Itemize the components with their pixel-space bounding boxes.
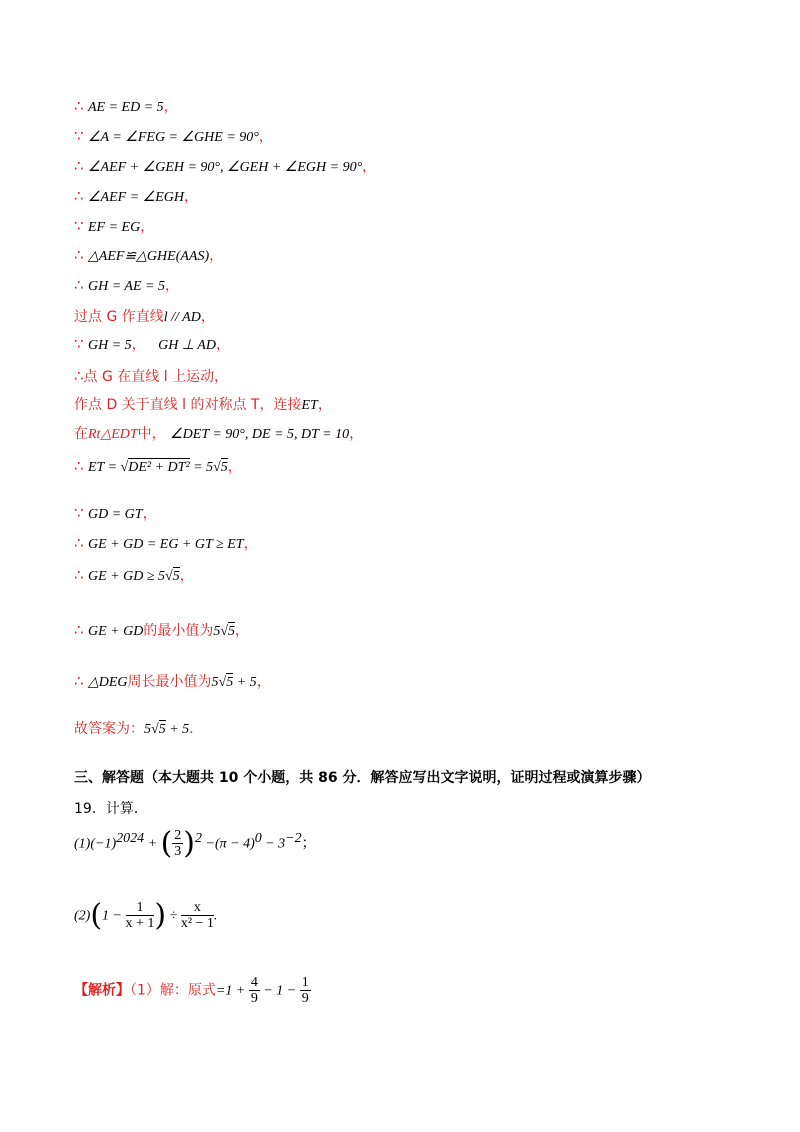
proof-line	[74, 186, 198, 206]
equation: 5	[211, 675, 219, 690]
numerator: 1	[126, 900, 155, 916]
equation: ET	[301, 398, 318, 413]
proof-line: ∴ ET = √DE² + DT² = 5√5，	[74, 457, 242, 475]
therefore-symbol: ∴	[74, 621, 84, 639]
proof-line	[74, 156, 376, 176]
punctuation: ，	[164, 278, 179, 294]
proof-line	[74, 275, 179, 295]
text: 周长最小值为	[127, 674, 212, 690]
punctuation: ，	[227, 459, 242, 475]
therefore-symbol: ∴	[74, 97, 84, 115]
numerator: x	[181, 900, 214, 916]
proof-line: ∴ △DEG周长最小值为5√5 + 5，	[74, 672, 271, 690]
text: （1）解：原式	[130, 982, 216, 999]
denominator: 9	[301, 991, 309, 1006]
exponent: −2	[285, 830, 302, 846]
equation: △DEG	[88, 675, 128, 690]
proof-line	[74, 245, 223, 265]
because-symbol: ∵	[74, 127, 84, 145]
equation: 5	[213, 624, 221, 639]
text: 点 G 在直线 l 上运动，	[83, 369, 229, 385]
text: 的最小值为	[143, 623, 214, 639]
numerator: 4	[250, 975, 258, 990]
denominator: 3	[174, 844, 182, 859]
equation: ÷	[166, 908, 181, 924]
equation: ∠A = ∠FEG = ∠GHE = 90°	[88, 130, 259, 145]
therefore-symbol: ∴	[74, 187, 84, 205]
punctuation: ，	[200, 309, 215, 325]
equation: Rt△EDT	[88, 427, 138, 442]
equation: △AEF≌△GHE	[88, 249, 176, 264]
equation: AE = ED = 5	[88, 100, 164, 115]
therefore-symbol: ∴	[74, 457, 84, 475]
therefore-symbol: ∴	[74, 276, 84, 294]
punctuation: ，	[183, 189, 198, 205]
punctuation: .	[213, 908, 218, 924]
problem-part-2: (2)(1 − $\frac{1}{x + 1}$ ) ÷ $\frac{x}{\text{x² − 1}}$ .	[74, 898, 218, 933]
therefore-symbol: ∴	[74, 246, 84, 264]
punctuation: ，	[235, 623, 250, 639]
proof-line	[74, 96, 178, 116]
punctuation: ，	[140, 219, 155, 235]
therefore-symbol: ∴	[74, 672, 84, 690]
equation: GD = GT	[88, 507, 143, 522]
punctuation: ，	[215, 337, 230, 353]
equation: +	[144, 836, 161, 852]
equation: GH = 5	[88, 338, 132, 353]
proof-line	[74, 334, 230, 354]
equation: (−1)	[90, 836, 117, 852]
part-label: (1)	[74, 836, 91, 852]
equation: ET =	[88, 460, 121, 475]
therefore-symbol: ∴	[74, 566, 84, 584]
punctuation: ，	[209, 248, 224, 264]
equation: ∠AEF = ∠EGH	[88, 190, 184, 205]
proof-line: ∴ GE + GD的最小值为5√5，	[74, 621, 250, 639]
proof-line	[74, 216, 154, 236]
punctuation: ，	[142, 506, 157, 522]
solution-line	[74, 975, 311, 1006]
problem-part-1: $(1)(-1)^{2024}$ + ( $\frac{2}{3}$ )$^2 -(\pi - 4)^0 - 3^{-2}$；	[74, 826, 316, 861]
because-symbol: ∵	[74, 217, 84, 235]
proof-line	[74, 126, 273, 146]
text: 中，	[137, 426, 166, 442]
punctuation: .	[189, 721, 194, 737]
punctuation: ；	[301, 835, 316, 852]
equation: GE + GD	[88, 624, 144, 639]
because-symbol: ∵	[74, 335, 84, 353]
radicand: DE² + DT²	[128, 460, 190, 475]
punctuation: ，	[131, 337, 146, 353]
equation: (AAS)	[175, 249, 210, 264]
exponent: 2024	[116, 830, 145, 846]
proof-line	[74, 306, 215, 326]
text: 作点 D 关于直线 l 的对称点 T，连接	[74, 397, 302, 413]
proof-line: ∴ GE + GD ≥ 5√5，	[74, 566, 194, 584]
text: 故答案为：	[74, 721, 144, 737]
numerator: 1	[301, 975, 309, 990]
equation: GH ⊥ AD	[158, 338, 216, 353]
equation: l // AD	[163, 310, 201, 325]
punctuation: ，	[179, 568, 194, 584]
denominator: 9	[250, 991, 258, 1006]
proof-line	[74, 366, 228, 386]
section-heading: 三、解答题（本大题共 10 个小题，共 86 分．解答应写出文字说明，证明过程或演算步骤）	[74, 770, 651, 786]
radicand: 5	[226, 675, 234, 690]
therefore-symbol: ∴	[74, 534, 84, 552]
punctuation: ，	[256, 674, 271, 690]
denominator: x + 1	[125, 916, 155, 931]
equation: 1 −	[102, 908, 126, 924]
radicand: 5	[228, 624, 236, 639]
equation: ∠AEF + ∠GEH = 90°, ∠GEH + ∠EGH = 90°	[88, 160, 363, 175]
radicand: 5	[158, 722, 166, 737]
equation: −(π − 4)	[202, 836, 255, 852]
proof-line	[74, 503, 157, 523]
equation: + 5	[233, 675, 257, 690]
equation: EF = EG	[88, 220, 141, 235]
equation: GE + GD ≥ 5	[88, 569, 166, 584]
numerator: 2	[174, 828, 182, 843]
equation: GE + GD = EG + GT ≥ ET	[88, 537, 244, 552]
punctuation: ，	[243, 536, 258, 552]
exponent: 2	[195, 830, 202, 846]
text: 在	[74, 426, 88, 442]
punctuation: ，	[317, 397, 332, 413]
proof-line	[74, 533, 258, 553]
punctuation: ，	[349, 426, 364, 442]
equation: = 5	[189, 460, 214, 475]
punctuation: ，	[258, 129, 273, 145]
equation: + 5	[165, 722, 190, 737]
equation: ∠DET = 90°, DE = 5, DT = 10	[170, 427, 350, 442]
radicand: 5	[172, 569, 180, 584]
equation: − 3	[261, 836, 286, 852]
part-label: (2)	[74, 908, 91, 924]
because-symbol: ∵	[74, 504, 84, 522]
therefore-symbol: ∴	[74, 157, 84, 175]
therefore-symbol: ∴	[74, 367, 84, 385]
equation: =1 +	[215, 983, 249, 999]
punctuation: ，	[163, 99, 178, 115]
problem-number: 19．计算．	[74, 801, 148, 817]
equation: 5	[144, 722, 151, 737]
radicand: 5	[220, 460, 228, 475]
text: 过点 G 作直线	[74, 309, 164, 325]
equation: − 1 −	[259, 983, 300, 999]
proof-line	[74, 423, 363, 443]
denominator: x² − 1	[180, 916, 214, 931]
punctuation: ，	[362, 159, 377, 175]
analysis-tag: 【解析】	[74, 982, 130, 999]
answer-line: 故答案为：5√5 + 5.	[74, 721, 194, 737]
proof-line	[74, 394, 332, 414]
equation: GH = AE = 5	[88, 279, 165, 294]
exponent: 0	[254, 830, 262, 846]
